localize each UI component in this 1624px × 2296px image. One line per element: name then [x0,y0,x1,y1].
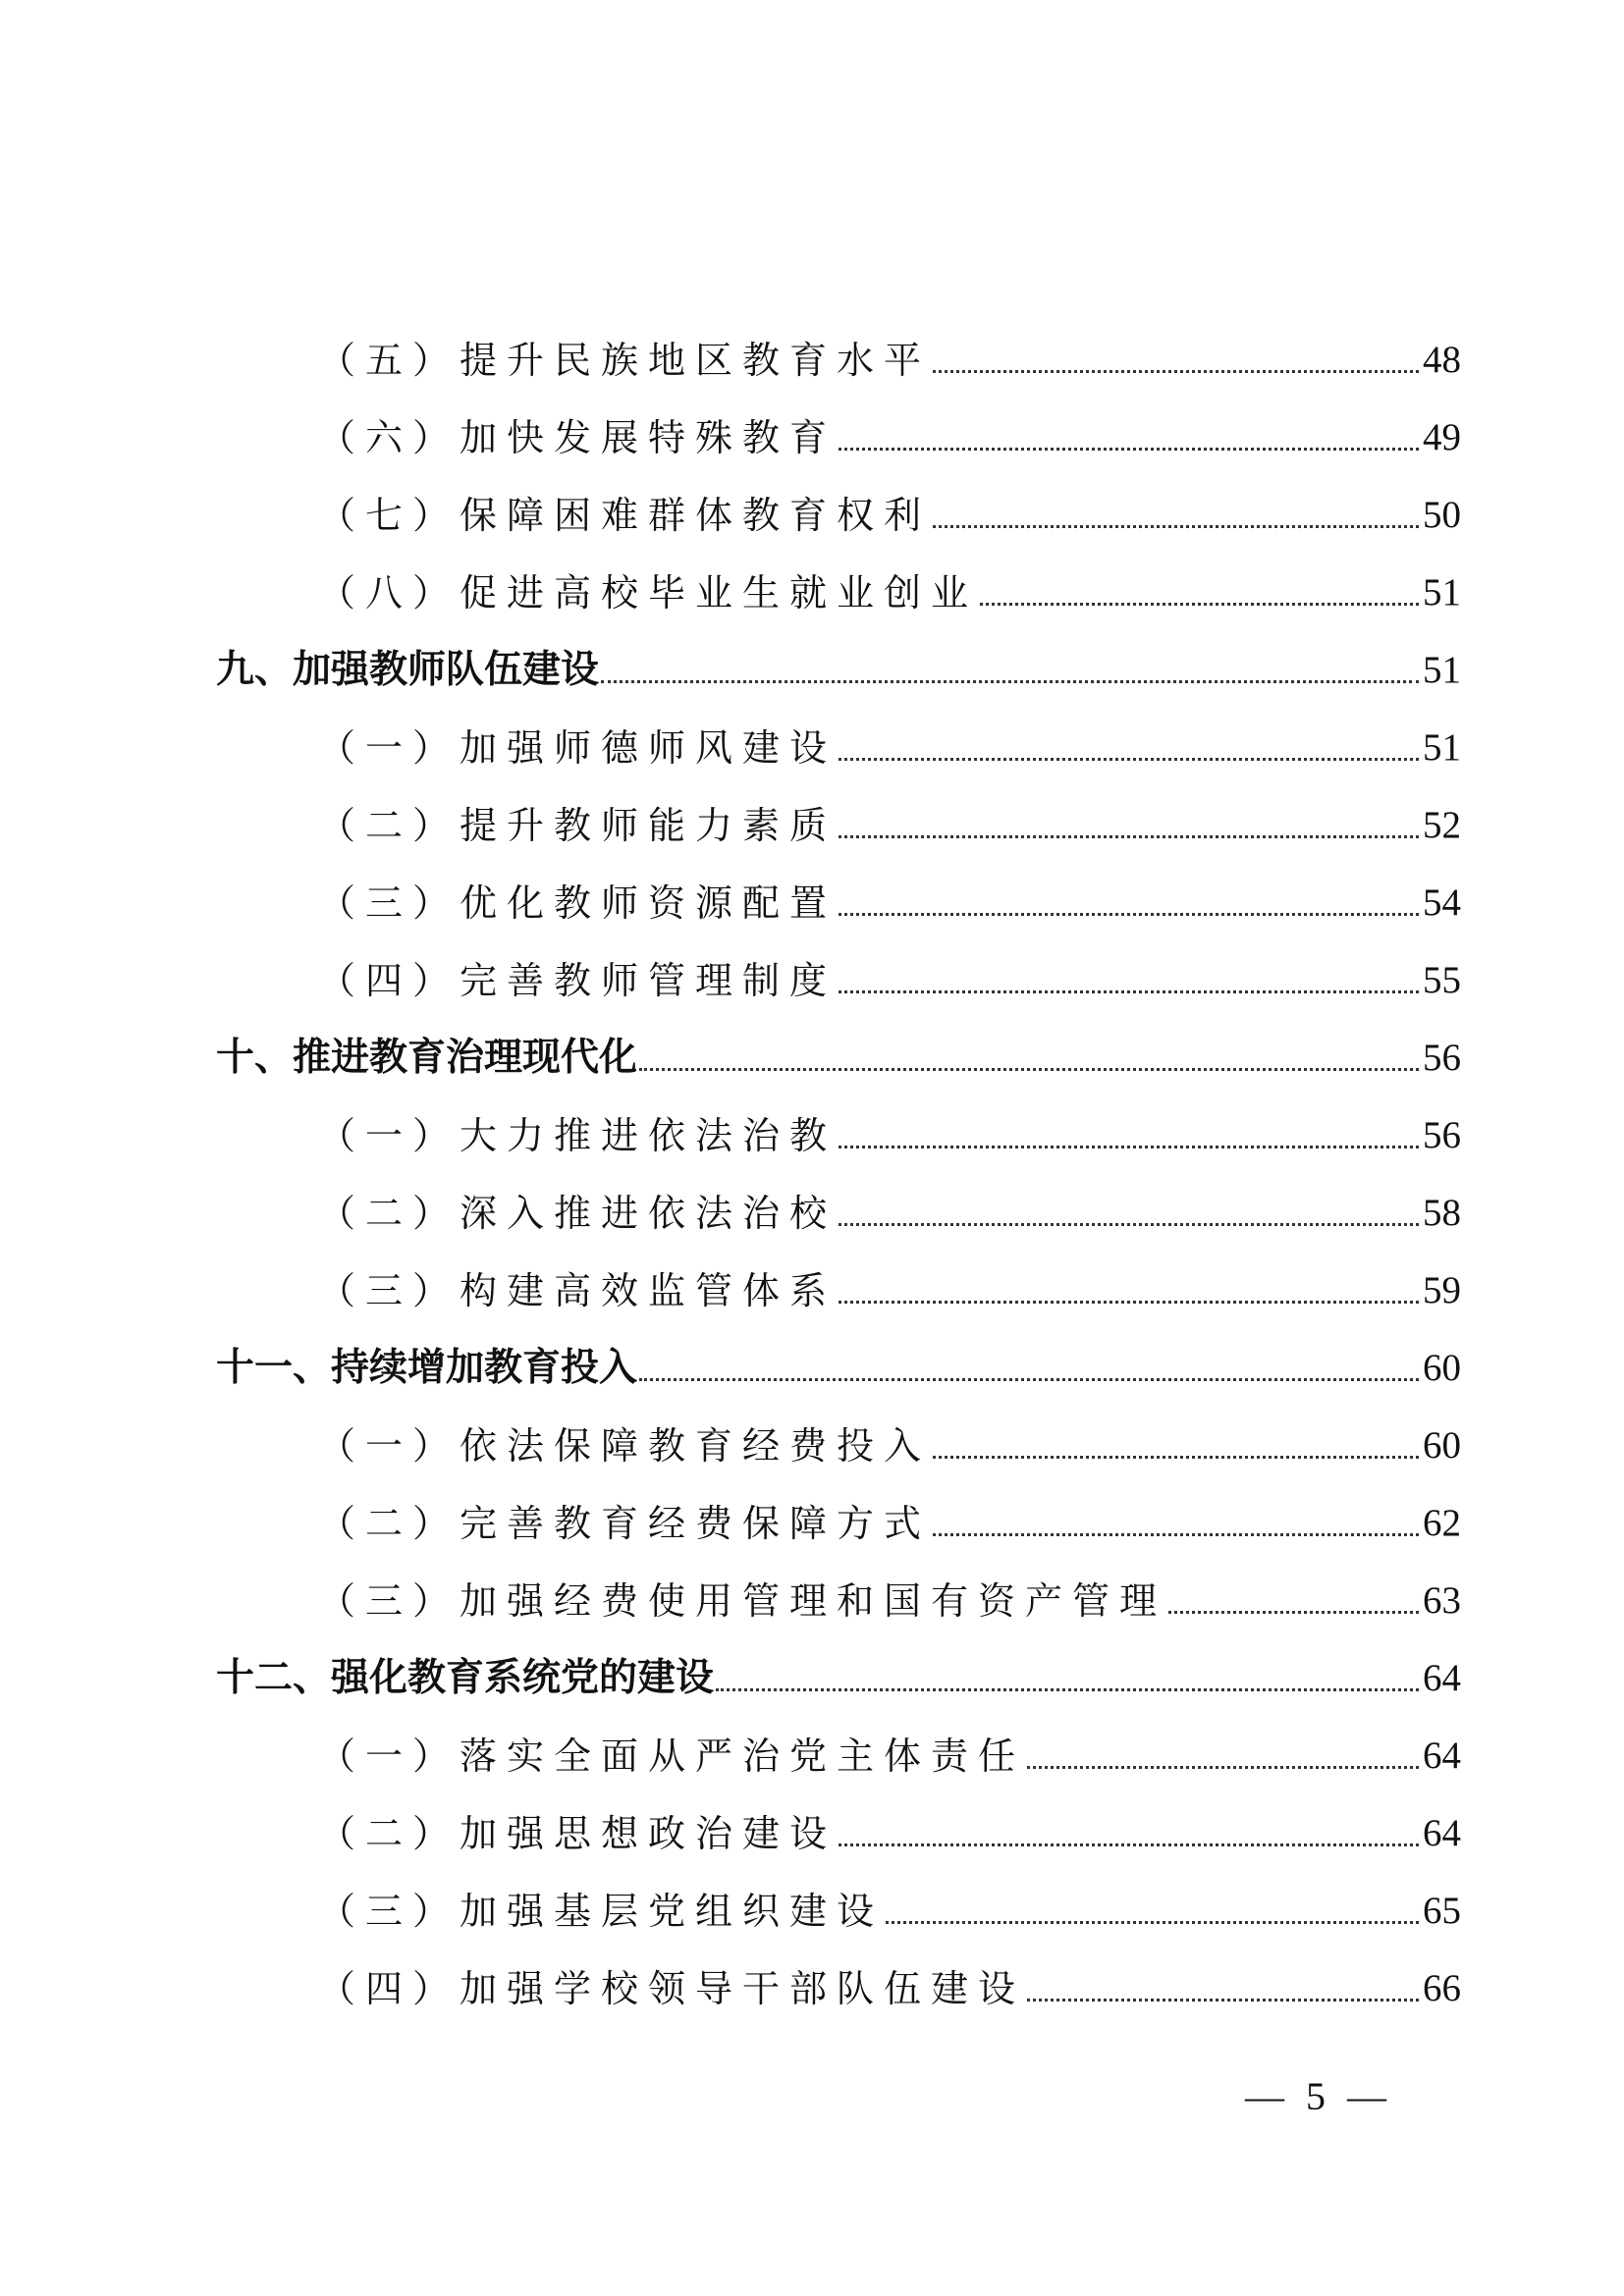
dot-leader [839,1145,1419,1148]
toc-subsection-entry [216,1542,1461,1623]
toc-entry-title: （一）加强师德师风建设 [318,726,838,770]
toc-entry-page-number: 56 [1423,1037,1461,1079]
dot-leader [839,757,1419,761]
dot-leader [886,1920,1419,1924]
toc-entry-title: （一）大力推进依法治教 [318,1114,838,1157]
toc-section-entry [216,999,1461,1080]
dot-leader [1027,1998,1419,2002]
dot-leader [839,447,1419,451]
toc-subsection-entry [216,301,1461,382]
toc-subsection-entry [216,1775,1461,1855]
toc-entry-page-number: 64 [1423,1657,1461,1699]
toc-entry-title: 十、推进教育治理现代化 [216,1036,638,1080]
dot-leader [639,1067,1419,1071]
toc-entry-page-number: 63 [1423,1579,1461,1622]
dot-leader [601,679,1419,683]
toc-entry-title: （一）落实全面从严治党主体责任 [318,1735,1026,1778]
toc-subsection-entry [216,689,1461,770]
dot-leader [839,1842,1419,1846]
toc-entry-title: （八）促进高校毕业生就业创业 [318,571,979,614]
dot-leader [933,1455,1419,1459]
dot-leader [933,1532,1419,1536]
toc-entry-page-number: 51 [1423,571,1461,614]
toc-subsection-entry [216,922,1461,1002]
toc-entry-title: （五）提升民族地区教育水平 [318,339,932,382]
toc-subsection-entry [216,1154,1461,1235]
toc-subsection-entry [216,1465,1461,1545]
toc-subsection-entry [216,844,1461,925]
toc-subsection-entry [216,1387,1461,1468]
toc-entry-title: （二）深入推进依法治校 [318,1192,838,1235]
dot-leader [933,369,1419,373]
toc-subsection-entry [216,767,1461,847]
toc-entry-page-number: 56 [1423,1114,1461,1156]
dot-leader [716,1687,1419,1691]
toc-entry-page-number: 52 [1423,804,1461,846]
toc-entry-title: （二）完善教育经费保障方式 [318,1502,932,1545]
toc-entry-title: （三）加强经费使用管理和国有资产管理 [318,1579,1167,1623]
dot-leader [839,834,1419,838]
toc-entry-title: （三）加强基层党组织建设 [318,1890,885,1933]
toc-subsection-entry [216,1930,1461,2010]
dot-leader [639,1377,1419,1381]
toc-entry-page-number: 58 [1423,1192,1461,1234]
dot-leader [933,524,1419,528]
toc-entry-page-number: 54 [1423,881,1461,924]
toc-subsection-entry [216,1697,1461,1778]
toc-entry-title: （二）提升教师能力素质 [318,804,838,847]
toc-section-entry [216,1620,1461,1700]
toc-subsection-entry [216,456,1461,537]
dot-leader [839,1300,1419,1304]
toc-entry-page-number: 64 [1423,1735,1461,1777]
dot-leader [839,989,1419,993]
toc-entry-page-number: 62 [1423,1502,1461,1544]
toc-entry-title: 十一、持续增加教育投入 [216,1346,638,1390]
toc-entry-page-number: 64 [1423,1812,1461,1854]
toc-entry-title: 九、加强教师队伍建设 [216,648,600,692]
toc-entry-title: （三）优化教师资源配置 [318,881,838,925]
toc-subsection-entry [216,1077,1461,1157]
toc-entry-page-number: 50 [1423,494,1461,536]
toc-entry-page-number: 48 [1423,339,1461,381]
toc-entry-title: （七）保障困难群体教育权利 [318,494,932,537]
toc-entry-page-number: 49 [1423,416,1461,458]
dot-leader [839,912,1419,916]
toc-subsection-entry [216,379,1461,459]
dot-leader [1168,1610,1419,1614]
toc-entry-page-number: 51 [1423,726,1461,769]
toc-section-entry [216,612,1461,692]
toc-entry-page-number: 59 [1423,1269,1461,1311]
toc-subsection-entry [216,1232,1461,1312]
toc-entry-page-number: 51 [1423,649,1461,691]
page-number: — 5 — [1245,2074,1392,2118]
toc-entry-page-number: 55 [1423,959,1461,1001]
toc-subsection-entry [216,534,1461,612]
toc-section-entry [216,1309,1461,1390]
toc-entry-title: （六）加快发展特殊教育 [318,416,838,459]
toc-entry-page-number: 65 [1423,1890,1461,1932]
toc-entry-title: （二）加强思想政治建设 [318,1812,838,1855]
table-of-contents [216,301,1461,2010]
dot-leader [980,602,1419,606]
toc-subsection-entry [216,1852,1461,1933]
toc-entry-page-number: 66 [1423,1967,1461,2009]
toc-entry-page-number: 60 [1423,1347,1461,1389]
toc-entry-title: （四）完善教师管理制度 [318,959,838,1002]
toc-entry-title: （四）加强学校领导干部队伍建设 [318,1967,1026,2010]
toc-entry-title: 十二、强化教育系统党的建设 [216,1656,715,1700]
dot-leader [1027,1765,1419,1769]
dot-leader [839,1222,1419,1226]
toc-entry-page-number: 60 [1423,1424,1461,1467]
toc-entry-title: （一）依法保障教育经费投入 [318,1424,932,1468]
toc-entry-title: （三）构建高效监管体系 [318,1269,838,1312]
